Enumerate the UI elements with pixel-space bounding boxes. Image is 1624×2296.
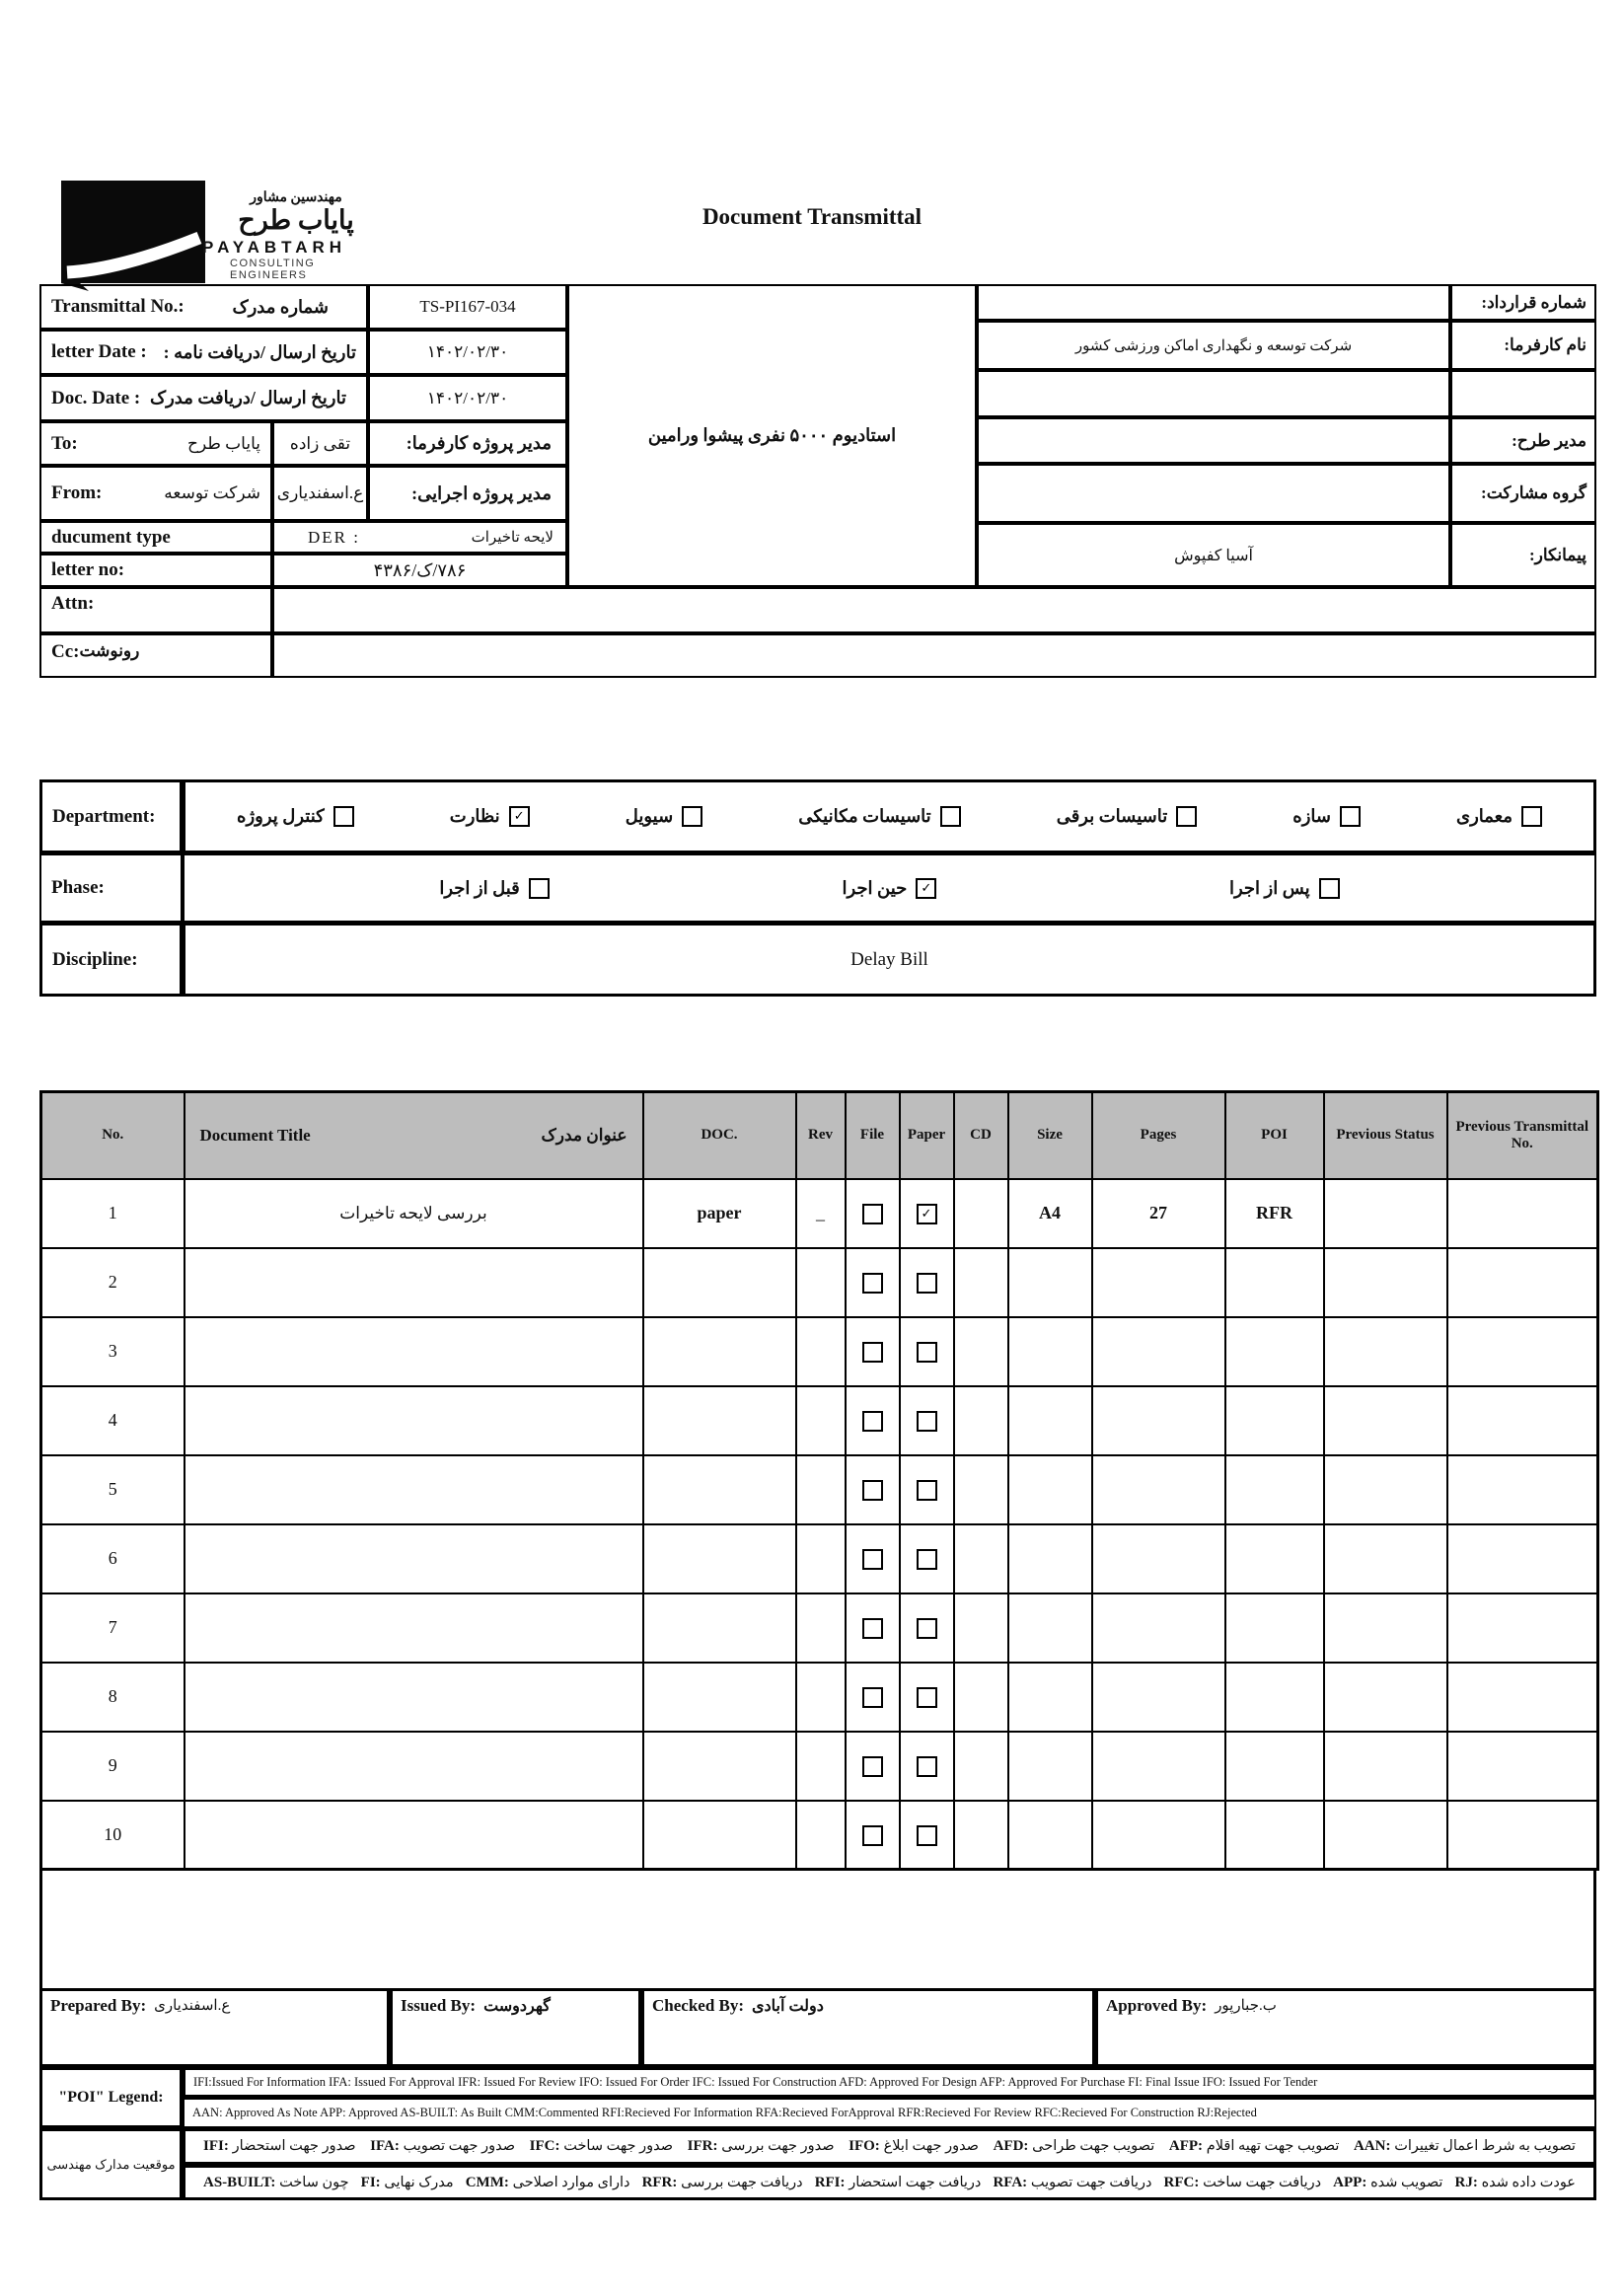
cell-no: 6 xyxy=(41,1524,185,1593)
poi-legend-item: IFO: صدور جهت ابلاغ xyxy=(849,2138,979,2154)
letter-no-label xyxy=(39,554,272,587)
cell-rev xyxy=(796,1386,846,1455)
poi-legend-label: "POI" Legend: xyxy=(39,2067,183,2128)
cell-poi xyxy=(1225,1455,1324,1524)
paper-checkbox[interactable] xyxy=(917,1480,937,1501)
cell-poi xyxy=(1225,1732,1324,1801)
page-title: Document Transmittal xyxy=(701,204,923,229)
poi-legend-fa-line2 xyxy=(183,2165,1596,2200)
cell-poi xyxy=(1225,1663,1324,1732)
right-empty-label-cell xyxy=(1450,370,1596,417)
cell-cd xyxy=(954,1524,1008,1593)
phase-option xyxy=(842,878,936,899)
paper-checkbox[interactable] xyxy=(917,1342,937,1363)
poi-legend-item: RFC: دریافت جهت ساخت xyxy=(1163,2174,1322,2190)
project-name: استادیوم ۵۰۰۰ نفری پیشوا ورامین xyxy=(567,284,977,587)
cell-title xyxy=(185,1524,643,1593)
document-row xyxy=(41,1732,1598,1801)
doc-date-label-en: Doc. Date : xyxy=(51,387,141,408)
cell-prev_status xyxy=(1324,1524,1447,1593)
phase-checkbox[interactable]: ✓ xyxy=(916,878,936,899)
cell-rev xyxy=(796,1593,846,1663)
cell-file xyxy=(846,1663,900,1732)
document-row xyxy=(41,1179,1598,1248)
letter-date-label-en: letter Date : xyxy=(51,341,147,362)
transmittal-no-value: TS-PI167-034 xyxy=(368,284,567,330)
cell-title xyxy=(185,1386,643,1455)
cell-pages xyxy=(1092,1801,1225,1870)
cell-pages: 27 xyxy=(1092,1179,1225,1248)
phase-options xyxy=(183,853,1596,923)
partnership-label: گروه مشارکت: xyxy=(1450,464,1596,523)
cell-size xyxy=(1008,1524,1092,1593)
poi-legend-item: IFR: صدور جهت بررسی xyxy=(687,2138,835,2154)
cell-doc: paper xyxy=(643,1179,796,1248)
department-checkbox[interactable] xyxy=(940,806,961,827)
cell-file xyxy=(846,1524,900,1593)
employer-pm-label: مدیر پروژه کارفرما: xyxy=(368,421,567,466)
brand-text xyxy=(202,189,390,281)
cell-size xyxy=(1008,1663,1092,1732)
cell-no: 3 xyxy=(41,1317,185,1386)
poi-legend-item: RJ: عودت داده شده xyxy=(1454,2174,1576,2190)
poi-legend-item: AS-BUILT: چون ساخت xyxy=(203,2174,349,2190)
cell-file xyxy=(846,1732,900,1801)
brand-en-sub: CONSULTING ENGINEERS xyxy=(230,257,316,281)
department-options xyxy=(183,779,1596,853)
header-cd: CD xyxy=(954,1092,1008,1179)
header-doc: DOC. xyxy=(643,1092,796,1179)
transmittal-no-label-fa: شماره مدرک xyxy=(232,296,329,317)
header-paper: Paper xyxy=(900,1092,954,1179)
file-checkbox[interactable] xyxy=(862,1342,883,1363)
cell-cd xyxy=(954,1317,1008,1386)
cell-doc xyxy=(643,1386,796,1455)
cell-rev: _ xyxy=(796,1179,846,1248)
poi-legend-item: AAN: تصویب به شرط اعمال تغییرات xyxy=(1353,2138,1576,2154)
poi-legend-item: CMM: دارای موارد اصلاحی xyxy=(465,2174,630,2190)
cell-size xyxy=(1008,1317,1092,1386)
cell-pages xyxy=(1092,1524,1225,1593)
department-option xyxy=(1057,806,1198,827)
letter-no-value: ۷۸۶/ک/۴۳۸۶ xyxy=(272,554,567,587)
document-row xyxy=(41,1593,1598,1663)
cell-paper xyxy=(900,1524,954,1593)
file-checkbox[interactable] xyxy=(862,1273,883,1294)
document-row xyxy=(41,1317,1598,1386)
paper-checkbox[interactable] xyxy=(917,1273,937,1294)
cell-size xyxy=(1008,1801,1092,1870)
approved-by-name: ب.جبارپور xyxy=(1215,1998,1277,2014)
header-previous-transmittal: Previous Transmittal No. xyxy=(1447,1092,1598,1179)
cell-poi xyxy=(1225,1593,1324,1663)
document-row xyxy=(41,1524,1598,1593)
cell-paper xyxy=(900,1663,954,1732)
cell-prev_transmittal xyxy=(1447,1801,1598,1870)
file-checkbox[interactable] xyxy=(862,1756,883,1777)
transmittal-no-label-en: Transmittal No.: xyxy=(51,296,185,317)
department-option-label: سیویل xyxy=(625,806,674,826)
poi-legend-fa-line1 xyxy=(183,2128,1596,2165)
from-cell xyxy=(39,466,272,521)
poi-legend-item: AFP: تصویب جهت تهیه اقلام xyxy=(1168,2138,1340,2154)
letter-no-label-text: letter no: xyxy=(51,559,125,580)
document-type-value-cell xyxy=(272,521,567,554)
cell-title xyxy=(185,1801,643,1870)
file-checkbox[interactable] xyxy=(862,1480,883,1501)
letter-date-label-fa: تاریخ ارسال /دریافت نامه : xyxy=(163,341,356,362)
cell-prev_status xyxy=(1324,1801,1447,1870)
department-option-label: نظارت xyxy=(449,806,500,826)
cell-file xyxy=(846,1386,900,1455)
department-option xyxy=(1456,806,1542,827)
cell-prev_transmittal xyxy=(1447,1248,1598,1317)
client-label: نام کارفرما: xyxy=(1450,321,1596,370)
attn-label xyxy=(39,587,272,633)
department-option xyxy=(237,806,354,827)
header-size: Size xyxy=(1008,1092,1092,1179)
cell-prev_transmittal xyxy=(1447,1732,1598,1801)
department-option-label: سازه xyxy=(1292,806,1331,826)
cell-file xyxy=(846,1179,900,1248)
cell-prev_status xyxy=(1324,1732,1447,1801)
documents-table-empty-area xyxy=(39,1868,1596,1988)
cell-cd xyxy=(954,1801,1008,1870)
prepared-by-cell xyxy=(39,1988,390,2067)
cell-size: A4 xyxy=(1008,1179,1092,1248)
document-row xyxy=(41,1248,1598,1317)
right-empty-value-cell xyxy=(977,370,1450,417)
cell-doc xyxy=(643,1663,796,1732)
cell-rev xyxy=(796,1732,846,1801)
cell-cd xyxy=(954,1386,1008,1455)
to-cell xyxy=(39,421,272,466)
department-option-label: معماری xyxy=(1456,806,1513,826)
approved-by-cell xyxy=(1095,1988,1596,2067)
cell-file xyxy=(846,1455,900,1524)
paper-checkbox[interactable] xyxy=(917,1618,937,1639)
brand-fa-large: پایاب طرح xyxy=(238,205,354,235)
header-title-fa: عنوان مدرک xyxy=(541,1125,627,1145)
department-checkbox[interactable] xyxy=(1176,806,1197,827)
to-company: پایاب طرح xyxy=(187,433,260,453)
cell-size xyxy=(1008,1386,1092,1455)
header-pages: Pages xyxy=(1092,1092,1225,1179)
cell-pages xyxy=(1092,1663,1225,1732)
file-checkbox[interactable] xyxy=(862,1618,883,1639)
cell-file xyxy=(846,1317,900,1386)
phase-option-label: قبل از اجرا xyxy=(439,877,520,898)
paper-checkbox[interactable] xyxy=(917,1549,937,1570)
cell-paper xyxy=(900,1386,954,1455)
cell-pages xyxy=(1092,1248,1225,1317)
cell-pages xyxy=(1092,1317,1225,1386)
cell-no: 7 xyxy=(41,1593,185,1663)
to-label: To: xyxy=(51,432,78,454)
from-label: From: xyxy=(51,482,103,503)
phase-checkbox[interactable] xyxy=(1319,878,1340,899)
poi-legend-item: APP: تصویب شده xyxy=(1333,2174,1443,2190)
phase-label xyxy=(39,853,183,923)
approved-by-label: Approved By: xyxy=(1106,1996,1208,2015)
discipline-label xyxy=(39,923,183,997)
cc-value-cell xyxy=(272,633,1596,678)
cell-size xyxy=(1008,1593,1092,1663)
checked-by-cell xyxy=(641,1988,1095,2067)
department-checkbox[interactable] xyxy=(1521,806,1542,827)
cell-doc xyxy=(643,1801,796,1870)
document-type-value: DER : xyxy=(308,527,360,547)
department-option-label: تاسیسات مکانیکی xyxy=(798,806,931,826)
brand-en: PAYABTARH xyxy=(202,237,347,257)
phase-label-text: Phase: xyxy=(51,877,105,898)
poi-legend-item: RFI: دریافت جهت استحضار xyxy=(814,2174,982,2190)
cc-label-cell xyxy=(39,633,272,678)
cell-prev_status xyxy=(1324,1317,1447,1386)
cell-prev_status xyxy=(1324,1248,1447,1317)
cell-cd xyxy=(954,1179,1008,1248)
cell-poi xyxy=(1225,1317,1324,1386)
cell-no: 4 xyxy=(41,1386,185,1455)
cc-label-fa: رونوشت xyxy=(79,641,140,660)
cell-doc xyxy=(643,1455,796,1524)
cell-title xyxy=(185,1593,643,1663)
letter-date-value: ۱۴۰۲/۰۲/۳۰ xyxy=(368,330,567,375)
cell-no: 2 xyxy=(41,1248,185,1317)
cell-pages xyxy=(1092,1593,1225,1663)
discipline-label-text: Discipline: xyxy=(52,948,138,970)
letter-date-label-cell xyxy=(39,330,368,375)
paper-checkbox[interactable] xyxy=(917,1411,937,1432)
prepared-by-label: Prepared By: xyxy=(50,1996,147,2015)
cell-no: 9 xyxy=(41,1732,185,1801)
header-document-title xyxy=(185,1092,643,1179)
department-option-label: تاسیسات برقی xyxy=(1056,806,1168,826)
department-option xyxy=(798,806,960,827)
department-checkbox[interactable] xyxy=(1340,806,1361,827)
transmittal-no-label-cell xyxy=(39,284,368,330)
cell-rev xyxy=(796,1663,846,1732)
file-checkbox[interactable] xyxy=(862,1411,883,1432)
cell-size xyxy=(1008,1732,1092,1801)
department-checkbox[interactable]: ✓ xyxy=(509,806,530,827)
cell-file xyxy=(846,1801,900,1870)
phase-option-label: حین اجرا xyxy=(842,877,908,898)
cell-no: 5 xyxy=(41,1455,185,1524)
cell-poi xyxy=(1225,1801,1324,1870)
document-row xyxy=(41,1801,1598,1870)
cell-paper xyxy=(900,1455,954,1524)
document-row xyxy=(41,1663,1598,1732)
file-checkbox[interactable] xyxy=(862,1825,883,1846)
phase-checkbox[interactable] xyxy=(529,878,550,899)
attn-label-text: Attn: xyxy=(51,593,95,614)
contractor-label: پیمانکار: xyxy=(1450,523,1596,587)
department-checkbox[interactable] xyxy=(333,806,354,827)
cell-prev_status xyxy=(1324,1386,1447,1455)
file-checkbox[interactable] xyxy=(862,1204,883,1224)
document-row xyxy=(41,1386,1598,1455)
department-label xyxy=(39,779,183,853)
cell-file xyxy=(846,1593,900,1663)
header-title-en: Document Title xyxy=(199,1125,311,1145)
document-type-label xyxy=(39,521,272,554)
department-option xyxy=(626,806,702,827)
issued-by-name: گهردوست xyxy=(483,1998,551,2015)
cell-prev_transmittal xyxy=(1447,1663,1598,1732)
cell-prev_status xyxy=(1324,1179,1447,1248)
checked-by-label: Checked By: xyxy=(652,1996,745,2015)
poi-legend-en-line2: AAN: Approved As Note APP: Approved AS-BUILT: As Built CMM:Commented RFI:Recieved For Information RFA:Recieved ForApproval RFR:Recieved For Review RFC:Recieved For Construction RJ:Rejected xyxy=(183,2098,1596,2128)
poi-legend-item: IFA: صدور جهت تصویب xyxy=(370,2138,516,2154)
partnership-value-cell xyxy=(977,464,1450,523)
poi-legend-item: FI: مدرک نهایی xyxy=(360,2174,454,2190)
cell-title xyxy=(185,1732,643,1801)
contract-no-label: شماره قرارداد: xyxy=(1450,284,1596,321)
poi-legend-item: RFR: دریافت جهت بررسی xyxy=(641,2174,803,2190)
header-file: File xyxy=(846,1092,900,1179)
cell-pages xyxy=(1092,1732,1225,1801)
cell-paper xyxy=(900,1317,954,1386)
cell-title xyxy=(185,1663,643,1732)
cell-prev_transmittal xyxy=(1447,1179,1598,1248)
poi-legend-item: IFI: صدور جهت استحضار xyxy=(203,2138,356,2154)
header-rev: Rev xyxy=(796,1092,846,1179)
cell-prev_transmittal xyxy=(1447,1524,1598,1593)
executive-pm-label: مدیر پروژه اجرایی: xyxy=(368,466,567,521)
cell-size xyxy=(1008,1455,1092,1524)
cell-no: 1 xyxy=(41,1179,185,1248)
checked-by-name: دولت آبادی xyxy=(752,1998,824,2015)
cell-rev xyxy=(796,1524,846,1593)
employer-pm-name: تقی زاده xyxy=(272,421,368,466)
attn-value-cell xyxy=(272,587,1596,633)
cell-pages xyxy=(1092,1386,1225,1455)
cc-label-en: Cc: xyxy=(51,641,80,662)
cell-paper xyxy=(900,1732,954,1801)
cell-poi xyxy=(1225,1524,1324,1593)
department-option xyxy=(450,806,530,827)
doc-date-value: ۱۴۰۲/۰۲/۳۰ xyxy=(368,375,567,421)
from-company: شرکت توسعه xyxy=(164,483,260,502)
cell-prev_status xyxy=(1324,1455,1447,1524)
cell-title xyxy=(185,1248,643,1317)
brand-fa-small: مهندسین مشاور xyxy=(250,190,342,205)
discipline-value: Delay Bill xyxy=(183,923,1596,997)
cell-title xyxy=(185,1317,643,1386)
poi-legend-item: AFD: تصویب جهت طراحی xyxy=(993,2138,1155,2154)
department-option-label: کنترل پروژه xyxy=(237,806,325,826)
client-value: شرکت توسعه و نگهداری اماکن ورزشی کشور xyxy=(977,321,1450,370)
documents-table xyxy=(39,1090,1599,1871)
document-type-label-text: ducument type xyxy=(51,526,171,548)
document-row xyxy=(41,1455,1598,1524)
cell-doc xyxy=(643,1524,796,1593)
department-checkbox[interactable] xyxy=(682,806,702,827)
cell-paper xyxy=(900,1248,954,1317)
cell-prev_transmittal xyxy=(1447,1593,1598,1663)
cell-cd xyxy=(954,1593,1008,1663)
document-type-fa: لایحه تاخیرات xyxy=(471,530,554,546)
doc-date-label-cell xyxy=(39,375,368,421)
cell-title xyxy=(185,1455,643,1524)
cell-cd xyxy=(954,1455,1008,1524)
cell-doc xyxy=(643,1317,796,1386)
paper-checkbox[interactable] xyxy=(917,1687,937,1708)
cell-no: 10 xyxy=(41,1801,185,1870)
cell-prev_status xyxy=(1324,1593,1447,1663)
cell-size xyxy=(1008,1248,1092,1317)
cell-doc xyxy=(643,1593,796,1663)
cell-prev_transmittal xyxy=(1447,1386,1598,1455)
company-logo-icon xyxy=(61,181,205,296)
department-label-text: Department: xyxy=(52,805,156,827)
cell-file xyxy=(846,1248,900,1317)
cell-rev xyxy=(796,1455,846,1524)
cell-prev_transmittal xyxy=(1447,1455,1598,1524)
cell-rev xyxy=(796,1801,846,1870)
paper-checkbox[interactable] xyxy=(917,1756,937,1777)
poi-legend-item: IFC: صدور جهت ساخت xyxy=(529,2138,674,2154)
cell-paper xyxy=(900,1179,954,1248)
phase-option xyxy=(439,878,549,899)
cell-cd xyxy=(954,1663,1008,1732)
phase-option-label: پس از اجرا xyxy=(1228,877,1310,898)
cell-rev xyxy=(796,1317,846,1386)
poi-legend-item: RFA: دریافت جهت تصویب xyxy=(993,2174,1152,2190)
header-no: No. xyxy=(41,1092,185,1179)
cell-rev xyxy=(796,1248,846,1317)
documents-header-row xyxy=(41,1092,1598,1179)
cell-paper xyxy=(900,1801,954,1870)
cell-no: 8 xyxy=(41,1663,185,1732)
poi-legend-fa-label: موقعیت مدارک مهندسی xyxy=(39,2128,183,2200)
cell-pages xyxy=(1092,1455,1225,1524)
paper-checkbox[interactable] xyxy=(917,1825,937,1846)
plan-manager-value-cell xyxy=(977,417,1450,464)
cell-poi xyxy=(1225,1248,1324,1317)
cell-cd xyxy=(954,1732,1008,1801)
cell-doc xyxy=(643,1248,796,1317)
header-poi: POI xyxy=(1225,1092,1324,1179)
executive-pm-name: ع.اسفندیاری xyxy=(272,466,368,521)
phase-option xyxy=(1229,878,1340,899)
cell-prev_status xyxy=(1324,1663,1447,1732)
cell-doc xyxy=(643,1732,796,1801)
poi-legend-en-line1: IFI:Issued For Information IFA: Issued For Approval IFR: Issued For Review IFO: Issued For Order IFC: Issued For Construction AFD: Approved For Design AFP: Approved For Purchase FI: Final Issue IFO: Issued For Tender xyxy=(183,2067,1596,2098)
cell-poi: RFR xyxy=(1225,1179,1324,1248)
cell-prev_transmittal xyxy=(1447,1317,1598,1386)
file-checkbox[interactable] xyxy=(862,1687,883,1708)
cell-poi xyxy=(1225,1386,1324,1455)
contractor-value: آسیا کفپوش xyxy=(977,523,1450,587)
issued-by-cell xyxy=(390,1988,641,2067)
department-option xyxy=(1292,806,1361,827)
issued-by-label: Issued By: xyxy=(401,1996,477,2015)
plan-manager-label: مدیر طرح: xyxy=(1450,417,1596,464)
paper-checkbox[interactable]: ✓ xyxy=(917,1204,937,1224)
cell-paper xyxy=(900,1593,954,1663)
header-previous-status: Previous Status xyxy=(1324,1092,1447,1179)
prepared-by-name: ع.اسفندیاری xyxy=(154,1998,231,2014)
file-checkbox[interactable] xyxy=(862,1549,883,1570)
doc-date-label-fa: تاریخ ارسال /دریافت مدرک xyxy=(149,388,346,407)
cell-cd xyxy=(954,1248,1008,1317)
contract-no-value-cell xyxy=(977,284,1450,321)
cell-title: بررسی لایحه تاخیرات xyxy=(185,1179,643,1248)
